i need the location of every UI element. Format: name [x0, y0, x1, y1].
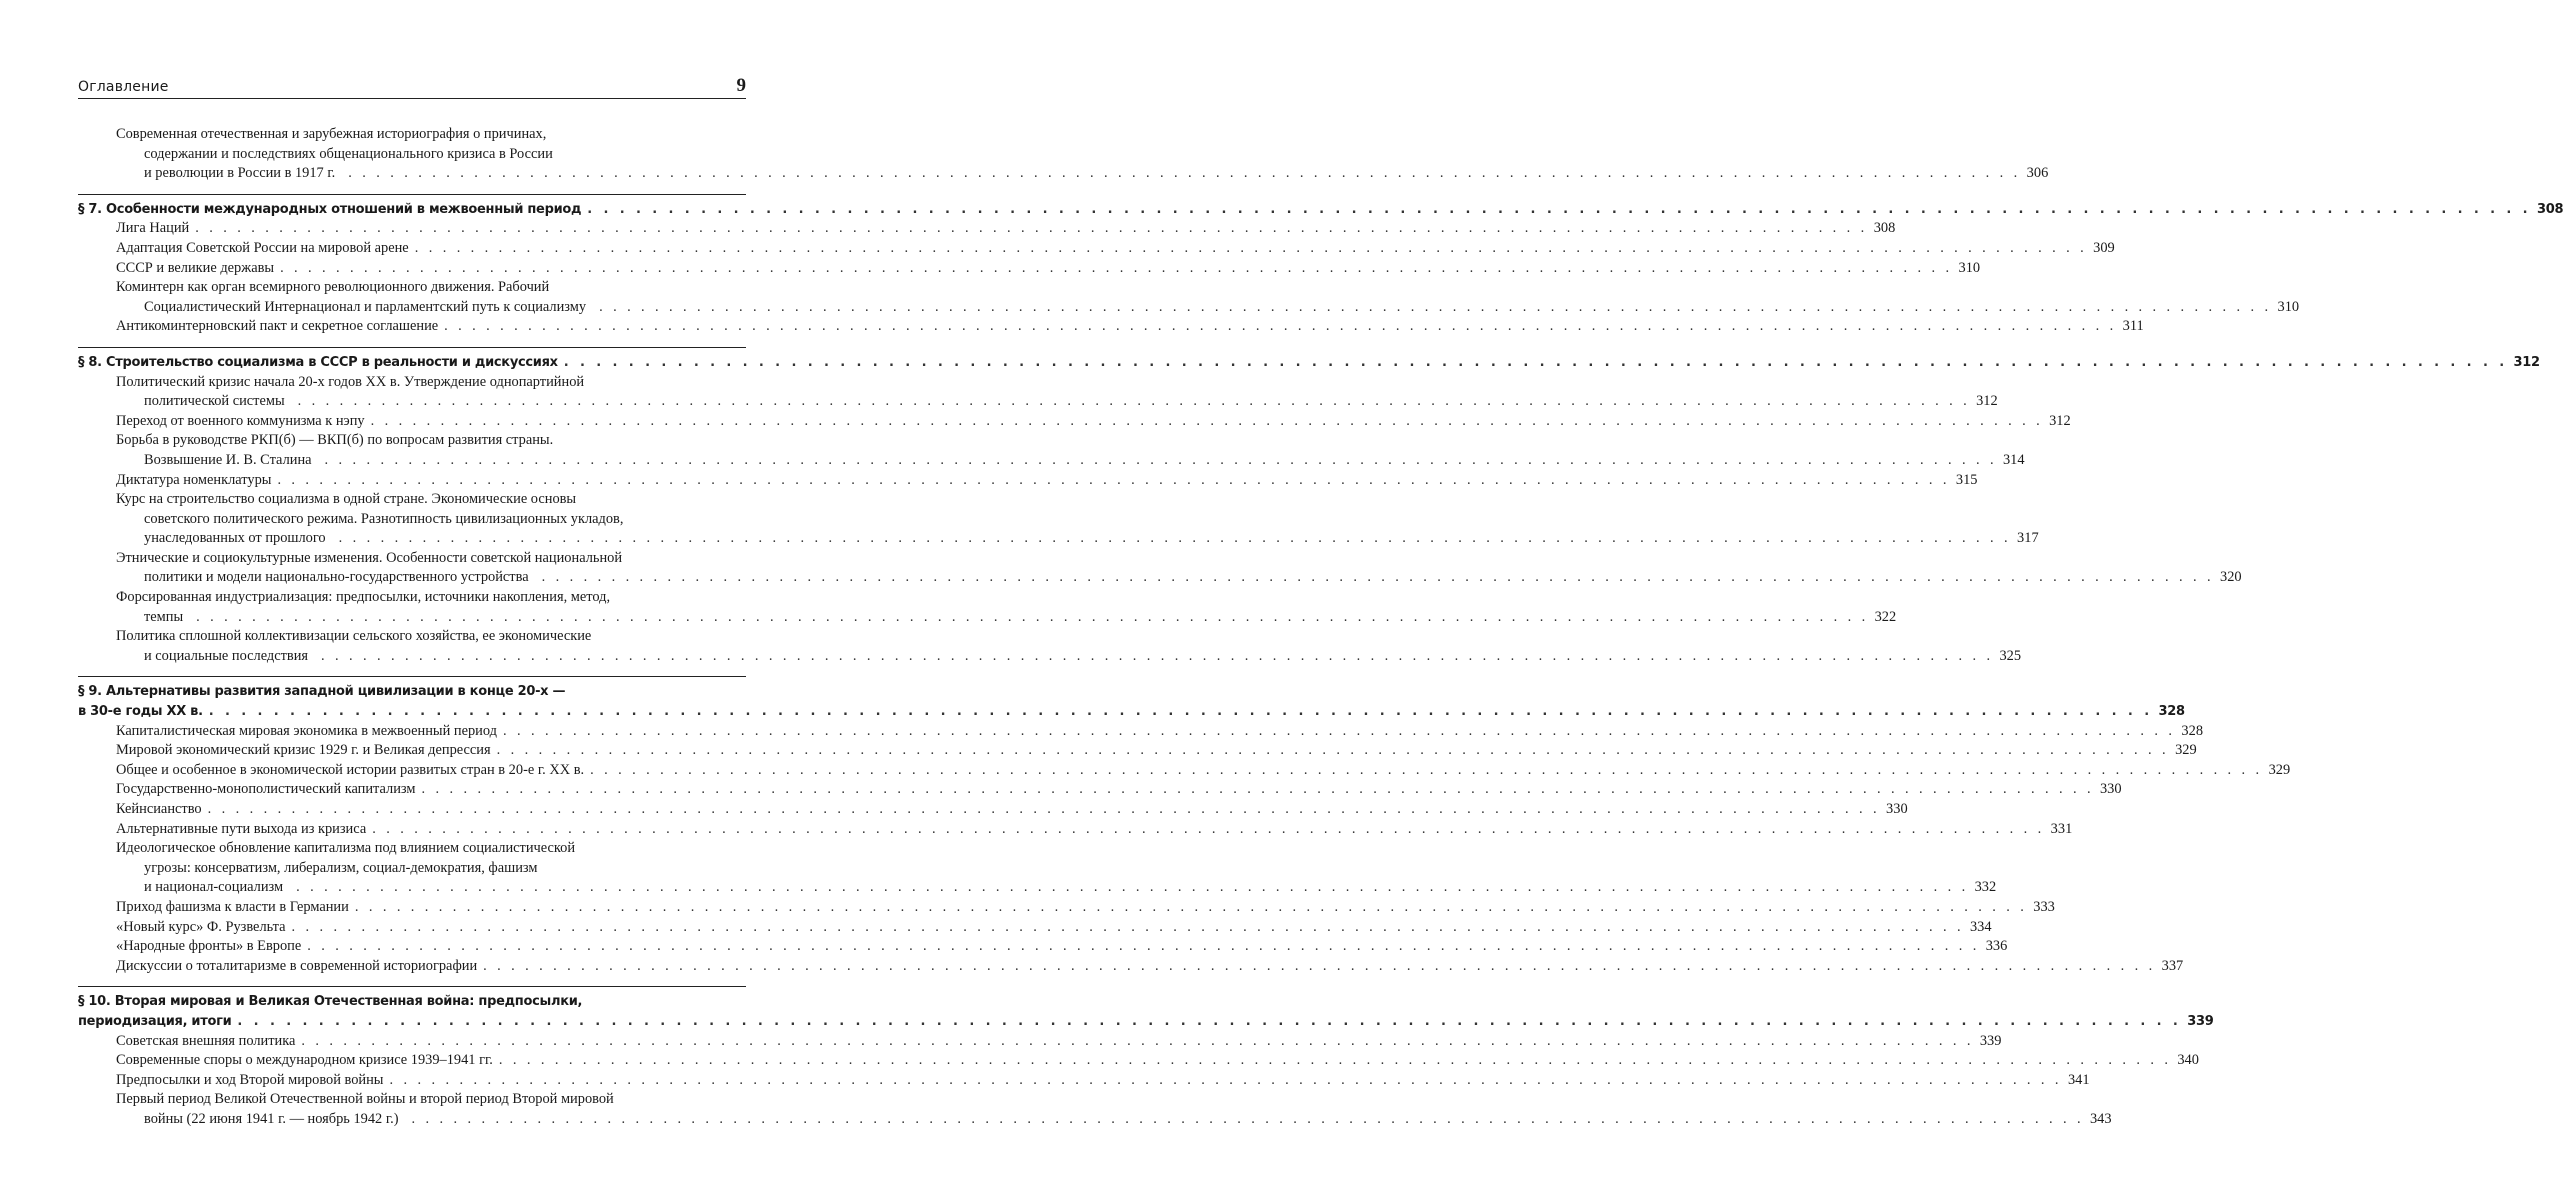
- toc-page-number: 336: [1985, 938, 2008, 955]
- toc-page-number: 314: [2002, 451, 2025, 468]
- leader-dots: . . . . . . . . . . . . . . . . . . . . . . . . . . . . . . . . . . . . . . . . . . . . . . . . . . . . . . . . . . . . . . . . . . . . . . . . . . . . . . . . . . . . . . . . . . . . . . . . . . . . . . . . . . . . . . . . . . . . . . . .: [331, 530, 2012, 547]
- toc-entry-line: Борьба в руководстве РКП(б) — ВКП(б) по вопросам развития страны.: [116, 432, 554, 449]
- page-number: 9: [736, 75, 746, 96]
- toc-entry-text: «Народные фронты» в Европе: [116, 938, 302, 955]
- section-heading-last-line: [78, 200, 2563, 220]
- toc-last-line: [116, 1110, 2112, 1130]
- leader-dots: . . . . . . . . . . . . . . . . . . . . . . . . . . . . . . . . . . . . . . . . . . . . . . . . . . . . . . . . . . . . . . . . . . . . . . . . . . . . . . . . . . . . . . . . . . . . . . . . . . . . . . . . . . . . . . . . . . . . . . . .: [563, 354, 2508, 370]
- toc-page-number: 329: [2175, 742, 2197, 759]
- toc-page-number: 330: [2099, 781, 2122, 798]
- toc-page-number: 322: [1874, 608, 1897, 625]
- leader-dots: . . . . . . . . . . . . . . . . . . . . . . . . . . . . . . . . . . . . . . . . . . . . . . . . . . . . . . . . . . . . . . . . . . . . . . . . . . . . . . . . . . . . . . . . . . . . . . . . . . . . . . . . . . . . . . . . . . . . . . . .: [207, 801, 1881, 817]
- toc-entry: [78, 471, 1978, 491]
- leader-dots: . . . . . . . . . . . . . . . . . . . . . . . . . . . . . . . . . . . . . . . . . . . . . . . . . . . . . . . . . . . . . . . . . . . . . . . . . . . . . . . . . . . . . . . . . . . . . . . . . . . . . . . . . . . . . . . . . . . . . . . .: [289, 879, 1969, 896]
- toc-entry: [78, 1032, 2002, 1052]
- toc-last-line: [116, 392, 1998, 412]
- leader-dots: . . . . . . . . . . . . . . . . . . . . . . . . . . . . . . . . . . . . . . . . . . . . . . . . . . . . . . . . . . . . . . . . . . . . . . . . . . . . . . . . . . . . . . . . . . . . . . . . . . . . . . . . . . . . . . . . . . . . . . . .: [307, 938, 1980, 955]
- section-heading: [78, 992, 2214, 1031]
- toc-entry: [78, 317, 2144, 337]
- toc-last-line: [116, 164, 2049, 184]
- toc-entry: [78, 125, 2049, 184]
- toc-entry: [78, 780, 2122, 800]
- toc-entry: [78, 722, 2204, 742]
- toc-last-line: [116, 647, 2022, 667]
- leader-dots: . . . . . . . . . . . . . . . . . . . . . . . . . . . . . . . . . . . . . . . . . . . . . . . . . . . . . . . . . . . . . . . . . . . . . . . . . . . . . . . . . . . . . . . . . . . . . . . . . . . . . . . . . . . . . . . . . . . . . . . .: [354, 898, 2028, 915]
- toc-entry: [78, 259, 1981, 279]
- leader-dots: . . . . . . . . . . . . . . . . . . . . . . . . . . . . . . . . . . . . . . . . . . . . . . . . . . . . . . . . . . . . . . . . . . . . . . . . . . . . . . . . . . . . . . . . . . . . . . . . . . . . . . . . . . . . . . . . . . . . . . . .: [502, 722, 2176, 739]
- leader-dots: . . . . . . . . . . . . . . . . . . . . . . . . . . . . . . . . . . . . . . . . . . . . . . . . . . . . . . . . . . . . . . . . . . . . . . . . . . . . . . . . . . . . . . . . . . . . . . . . . . . . . . . . . . . . . . . . . . . . . . . .: [496, 742, 2170, 759]
- toc-last-line: [116, 741, 2197, 761]
- section-heading-text: § 7. Особенности международных отношений в межвоенный период: [78, 201, 582, 217]
- toc-last-line: [116, 451, 2025, 471]
- toc-page-number: 339: [1979, 1032, 2002, 1049]
- toc-entry-text: Современные споры о международном кризисе 1939–1941 гг.: [116, 1052, 493, 1069]
- toc-page-number: 311: [2122, 318, 2144, 335]
- toc-entry: [78, 800, 1908, 820]
- toc-section: [78, 194, 2563, 337]
- toc-entry-line: Современная отечественная и зарубежная историография о причинах,: [116, 126, 547, 142]
- toc-page-number: 308: [1873, 220, 1896, 237]
- toc-page-number: 315: [1955, 471, 1978, 488]
- table-of-contents: [78, 125, 2563, 1130]
- leader-dots: . . . . . . . . . . . . . . . . . . . . . . . . . . . . . . . . . . . . . . . . . . . . . . . . . . . . . . . . . . . . . . . . . . . . . . . . . . . . . . . . . . . . . . . . . . . . . . . . . . . . . . . . . . . . . . . . . . . . . . . .: [189, 608, 1869, 625]
- toc-entry-text: Предпосылки и ход Второй мировой войны: [116, 1071, 384, 1088]
- toc-entry: [78, 761, 2291, 781]
- toc-page-number: 320: [2220, 569, 2242, 586]
- leader-dots: . . . . . . . . . . . . . . . . . . . . . . . . . . . . . . . . . . . . . . . . . . . . . . . . . . . . . . . . . . . . . . . . . . . . . . . . . . . . . . . . . . . . . . . . . . . . . . . . . . . . . . . . . . . . . . . . . . . . . . . .: [317, 451, 1997, 468]
- toc-entry-text: Антикоминтерновский пакт и секретное соглашение: [116, 318, 439, 335]
- section-heading-text: в 30-е годы XX в.: [78, 704, 203, 720]
- leader-dots: . . . . . . . . . . . . . . . . . . . . . . . . . . . . . . . . . . . . . . . . . . . . . . . . . . . . . . . . . . . . . . . . . . . . . . . . . . . . . . . . . . . . . . . . . . . . . . . . . . . . . . . . . . . . . . . . . . . . . . . .: [208, 704, 2153, 720]
- toc-entry: [78, 490, 2039, 549]
- leader-dots: . . . . . . . . . . . . . . . . . . . . . . . . . . . . . . . . . . . . . . . . . . . . . . . . . . . . . . . . . . . . . . . . . . . . . . . . . . . . . . . . . . . . . . . . . . . . . . . . . . . . . . . . . . . . . . . . . . . . . . . .: [483, 957, 2156, 974]
- toc-last-line: [116, 317, 2144, 337]
- section-heading-line: § 10. Вторая мировая и Великая Отечественная война: предпосылки,: [78, 994, 583, 1010]
- toc-page-number: 340: [2177, 1052, 2199, 1069]
- toc-entry: [78, 412, 2071, 432]
- toc-entry: [78, 937, 2008, 957]
- toc-entry: [78, 1051, 2199, 1071]
- toc-last-line: [116, 1071, 2090, 1091]
- toc-page-number: 334: [1969, 918, 1992, 935]
- toc-entry: [78, 373, 1998, 412]
- section-page-number: 328: [2158, 704, 2185, 720]
- toc-entry-line: Политика сплошной коллективизации сельского хозяйства, ее экономические: [116, 628, 592, 645]
- leader-dots: . . . . . . . . . . . . . . . . . . . . . . . . . . . . . . . . . . . . . . . . . . . . . . . . . . . . . . . . . . . . . . . . . . . . . . . . . . . . . . . . . . . . . . . . . . . . . . . . . . . . . . . . . . . . . . . . . . . . . . . .: [444, 318, 2117, 335]
- toc-page-number: 312: [2049, 412, 2071, 429]
- toc-last-line: [116, 800, 1908, 820]
- leader-dots: . . . . . . . . . . . . . . . . . . . . . . . . . . . . . . . . . . . . . . . . . . . . . . . . . . . . . . . . . . . . . . . . . . . . . . . . . . . . . . . . . . . . . . . . . . . . . . . . . . . . . . . . . . . . . . . . . . . . . . . .: [404, 1110, 2084, 1127]
- toc-entry-text: Лига Наций: [116, 220, 190, 237]
- toc-entry: [78, 898, 2055, 918]
- toc-entry-text: и национал-социализм: [144, 879, 284, 896]
- toc-entry-text: Возвышение И. В. Сталина: [144, 451, 312, 468]
- toc-entry-text: унаследованных от прошлого: [144, 530, 326, 547]
- toc-last-line: [116, 568, 2242, 588]
- running-header: [78, 74, 746, 99]
- toc-entry-text: Государственно-монополистический капитализм: [116, 781, 416, 798]
- toc-entry-text: Приход фашизма к власти в Германии: [116, 898, 349, 915]
- toc-page-number: 310: [1958, 259, 1981, 276]
- toc-entry-text: Адаптация Советской России на мировой арене: [116, 239, 409, 256]
- toc-last-line: [116, 219, 1896, 239]
- toc-entry-text: Диктатура номенклатуры: [116, 471, 272, 488]
- toc-page-number: 310: [2277, 298, 2300, 315]
- toc-entry-line: советского политического режима. Разнотипность цивилизационных укладов,: [144, 510, 624, 527]
- toc-page-number: 337: [2161, 957, 2184, 974]
- toc-page-number: 309: [2093, 239, 2115, 256]
- toc-entry-line: Этнические и социокультурные изменения. Особенности советской национальной: [116, 549, 623, 566]
- toc-entry-line: Коминтерн как орган всемирного революционного движения. Рабочий: [116, 279, 550, 296]
- toc-page-number: 329: [2268, 761, 2291, 778]
- toc-entry-text: Капиталистическая мировая экономика в межвоенный период: [116, 722, 497, 739]
- toc-entry: [78, 839, 1997, 898]
- toc-entry-text: Мировой экономический кризис 1929 г. и Великая депрессия: [116, 742, 491, 759]
- section-heading: [78, 200, 2563, 220]
- section-heading: [78, 353, 2540, 373]
- section-heading-text: § 8. Строительство социализма в СССР в реальности и дискуссиях: [78, 354, 558, 370]
- toc-section: [78, 347, 2540, 667]
- toc-entry-line: содержании и последствиях общенационального кризиса в России: [144, 145, 553, 162]
- leader-dots: . . . . . . . . . . . . . . . . . . . . . . . . . . . . . . . . . . . . . . . . . . . . . . . . . . . . . . . . . . . . . . . . . . . . . . . . . . . . . . . . . . . . . . . . . . . . . . . . . . . . . . . . . . . . . . . . . . . . . . . .: [341, 165, 2021, 182]
- section-heading-last-line: [78, 1012, 2214, 1032]
- leader-dots: . . . . . . . . . . . . . . . . . . . . . . . . . . . . . . . . . . . . . . . . . . . . . . . . . . . . . . . . . . . . . . . . . . . . . . . . . . . . . . . . . . . . . . . . . . . . . . . . . . . . . . . . . . . . . . . . . . . . . . . .: [389, 1071, 2062, 1088]
- leader-dots: . . . . . . . . . . . . . . . . . . . . . . . . . . . . . . . . . . . . . . . . . . . . . . . . . . . . . . . . . . . . . . . . . . . . . . . . . . . . . . . . . . . . . . . . . . . . . . . . . . . . . . . . . . . . . . . . . . . . . . . .: [301, 1032, 1974, 1049]
- toc-last-line: [116, 918, 1992, 938]
- toc-entry: [78, 918, 1992, 938]
- toc-last-line: [116, 471, 1978, 491]
- section-heading-last-line: [78, 702, 2185, 722]
- leader-dots: . . . . . . . . . . . . . . . . . . . . . . . . . . . . . . . . . . . . . . . . . . . . . . . . . . . . . . . . . . . . . . . . . . . . . . . . . . . . . . . . . . . . . . . . . . . . . . . . . . . . . . . . . . . . . . . . . . . . . . . .: [291, 918, 1964, 935]
- toc-entry-line: Идеологическое обновление капитализма под влиянием социалистической: [116, 840, 576, 857]
- toc-entry-text: Переход от военного коммунизма к нэпу: [116, 412, 365, 429]
- leader-dots: . . . . . . . . . . . . . . . . . . . . . . . . . . . . . . . . . . . . . . . . . . . . . . . . . . . . . . . . . . . . . . . . . . . . . . . . . . . . . . . . . . . . . . . . . . . . . . . . . . . . . . . . . . . . . . . . . . . . . . . .: [534, 569, 2215, 586]
- leader-dots: . . . . . . . . . . . . . . . . . . . . . . . . . . . . . . . . . . . . . . . . . . . . . . . . . . . . . . . . . . . . . . . . . . . . . . . . . . . . . . . . . . . . . . . . . . . . . . . . . . . . . . . . . . . . . . . . . . . . . . . .: [277, 471, 1950, 488]
- toc-last-line: [116, 820, 2073, 840]
- toc-entry-line: Политический кризис начала 20-х годов XX в. Утверждение однопартийной: [116, 373, 585, 390]
- toc-last-line: [116, 878, 1997, 898]
- leader-dots: . . . . . . . . . . . . . . . . . . . . . . . . . . . . . . . . . . . . . . . . . . . . . . . . . . . . . . . . . . . . . . . . . . . . . . . . . . . . . . . . . . . . . . . . . . . . . . . . . . . . . . . . . . . . . . . . . . . . . . . .: [280, 259, 1953, 276]
- toc-last-line: [116, 937, 2008, 957]
- section-heading: [78, 682, 2185, 721]
- leader-dots: . . . . . . . . . . . . . . . . . . . . . . . . . . . . . . . . . . . . . . . . . . . . . . . . . . . . . . . . . . . . . . . . . . . . . . . . . . . . . . . . . . . . . . . . . . . . . . . . . . . . . . . . . . . . . . . . . . . . . . . .: [587, 201, 2532, 217]
- toc-last-line: [116, 761, 2291, 781]
- section-page-number: 339: [2187, 1013, 2214, 1029]
- toc-entry-text: Советская внешняя политика: [116, 1032, 296, 1049]
- toc-entry-line: Форсированная индустриализация: предпосылки, источники накопления, метод,: [116, 589, 611, 606]
- toc-entry-line: Курс на строительство социализма в одной стране. Экономические основы: [116, 491, 577, 508]
- leader-dots: . . . . . . . . . . . . . . . . . . . . . . . . . . . . . . . . . . . . . . . . . . . . . . . . . . . . . . . . . . . . . . . . . . . . . . . . . . . . . . . . . . . . . . . . . . . . . . . . . . . . . . . . . . . . . . . . . . . . . . . .: [195, 220, 1868, 237]
- toc-page-number: 328: [2181, 722, 2204, 739]
- toc-page-number: 332: [1974, 879, 1997, 896]
- toc-page-number: 330: [1886, 801, 1908, 817]
- toc-entry-text: Кейнсианство: [116, 801, 202, 817]
- toc-section: [78, 986, 2214, 1129]
- toc-page-number: 331: [2050, 820, 2073, 837]
- leader-dots: . . . . . . . . . . . . . . . . . . . . . . . . . . . . . . . . . . . . . . . . . . . . . . . . . . . . . . . . . . . . . . . . . . . . . . . . . . . . . . . . . . . . . . . . . . . . . . . . . . . . . . . . . . . . . . . . . . . . . . . .: [421, 781, 2094, 798]
- section-heading-line: § 9. Альтернативы развития западной цивилизации в конце 20-х —: [78, 684, 566, 700]
- leader-dots: . . . . . . . . . . . . . . . . . . . . . . . . . . . . . . . . . . . . . . . . . . . . . . . . . . . . . . . . . . . . . . . . . . . . . . . . . . . . . . . . . . . . . . . . . . . . . . . . . . . . . . . . . . . . . . . . . . . . . . . .: [237, 1013, 2182, 1029]
- toc-last-line: [116, 608, 1897, 628]
- leader-dots: . . . . . . . . . . . . . . . . . . . . . . . . . . . . . . . . . . . . . . . . . . . . . . . . . . . . . . . . . . . . . . . . . . . . . . . . . . . . . . . . . . . . . . . . . . . . . . . . . . . . . . . . . . . . . . . . . . . . . . . .: [372, 820, 2045, 837]
- toc-last-line: [116, 1032, 2002, 1052]
- toc-entry: [78, 957, 2184, 977]
- toc-page-number: 343: [2089, 1110, 2112, 1127]
- toc-last-line: [116, 298, 2300, 318]
- toc-last-line: [116, 412, 2071, 432]
- toc-entry: [78, 627, 2022, 666]
- toc-entry: [78, 278, 2300, 317]
- toc-entry-text: Социалистический Интернационал и парламентский путь к социализму: [144, 298, 587, 315]
- toc-last-line: [116, 239, 2115, 259]
- toc-entry: [78, 219, 1896, 239]
- toc-entry: [78, 431, 2025, 470]
- section-heading-text: периодизация, итоги: [78, 1013, 232, 1029]
- section-page-number: 308: [2537, 201, 2563, 217]
- toc-entry-text: Дискуссии о тоталитаризме в современной историографии: [116, 957, 478, 974]
- toc-entry-text: СССР и великие державы: [116, 259, 275, 276]
- toc-page-number: 317: [2017, 530, 2039, 547]
- toc-entry-text: войны (22 июня 1941 г. — ноябрь 1942 г.): [144, 1110, 399, 1127]
- toc-entry-text: темпы: [144, 608, 184, 625]
- toc-entry-line: Первый период Великой Отечественной войны и второй период Второй мировой: [116, 1091, 614, 1108]
- leader-dots: . . . . . . . . . . . . . . . . . . . . . . . . . . . . . . . . . . . . . . . . . . . . . . . . . . . . . . . . . . . . . . . . . . . . . . . . . . . . . . . . . . . . . . . . . . . . . . . . . . . . . . . . . . . . . . . . . . . . . . . .: [498, 1052, 2172, 1069]
- toc-entry: [78, 239, 2115, 259]
- toc-entry: [78, 741, 2197, 761]
- toc-last-line: [116, 259, 1981, 279]
- toc-page-number: 341: [2067, 1071, 2090, 1088]
- toc-last-line: [116, 722, 2204, 742]
- toc-last-line: [116, 957, 2184, 977]
- toc-page-number: 306: [2026, 165, 2049, 182]
- toc-entry: [78, 1071, 2090, 1091]
- toc-entry-text: «Новый курс» Ф. Рузвельта: [116, 918, 286, 935]
- book-page: [78, 74, 2563, 1130]
- toc-page-number: 325: [1999, 647, 2022, 664]
- toc-entry-line: угрозы: консерватизм, либерализм, социал-демократия, фашизм: [144, 859, 538, 876]
- toc-page-number: 312: [1976, 393, 1998, 410]
- toc-last-line: [116, 898, 2055, 918]
- toc-last-line: [116, 780, 2122, 800]
- toc-entry-text: политики и модели национально-государственного устройства: [144, 569, 529, 586]
- toc-entry: [78, 1090, 2112, 1129]
- leader-dots: . . . . . . . . . . . . . . . . . . . . . . . . . . . . . . . . . . . . . . . . . . . . . . . . . . . . . . . . . . . . . . . . . . . . . . . . . . . . . . . . . . . . . . . . . . . . . . . . . . . . . . . . . . . . . . . . . . . . . . . .: [414, 239, 2088, 256]
- toc-page-number: 333: [2033, 898, 2055, 915]
- leader-dots: . . . . . . . . . . . . . . . . . . . . . . . . . . . . . . . . . . . . . . . . . . . . . . . . . . . . . . . . . . . . . . . . . . . . . . . . . . . . . . . . . . . . . . . . . . . . . . . . . . . . . . . . . . . . . . . . . . . . . . . .: [314, 647, 1994, 664]
- section-heading-last-line: [78, 353, 2540, 373]
- leader-dots: . . . . . . . . . . . . . . . . . . . . . . . . . . . . . . . . . . . . . . . . . . . . . . . . . . . . . . . . . . . . . . . . . . . . . . . . . . . . . . . . . . . . . . . . . . . . . . . . . . . . . . . . . . . . . . . . . . . . . . . .: [590, 761, 2263, 778]
- toc-entry: [78, 549, 2242, 588]
- toc-entry-text: Общее и особенное в экономической истории развитых стран в 20-е г. XX в.: [116, 761, 585, 778]
- section-page-number: 312: [2513, 354, 2540, 370]
- toc-entry: [78, 588, 1897, 627]
- toc-entry: [78, 820, 2073, 840]
- toc-last-line: [116, 1051, 2199, 1071]
- toc-entry-text: политической системы: [144, 393, 285, 410]
- leader-dots: . . . . . . . . . . . . . . . . . . . . . . . . . . . . . . . . . . . . . . . . . . . . . . . . . . . . . . . . . . . . . . . . . . . . . . . . . . . . . . . . . . . . . . . . . . . . . . . . . . . . . . . . . . . . . . . . . . . . . . . .: [290, 393, 1971, 410]
- running-title: Оглавление: [78, 79, 169, 95]
- leader-dots: . . . . . . . . . . . . . . . . . . . . . . . . . . . . . . . . . . . . . . . . . . . . . . . . . . . . . . . . . . . . . . . . . . . . . . . . . . . . . . . . . . . . . . . . . . . . . . . . . . . . . . . . . . . . . . . . . . . . . . . .: [592, 298, 2272, 315]
- toc-entry-text: и революции в России в 1917 г.: [144, 165, 336, 182]
- toc-section: [78, 676, 2291, 976]
- toc-entry-text: Альтернативные пути выхода из кризиса: [116, 820, 367, 837]
- toc-entry-text: и социальные последствия: [144, 647, 309, 664]
- toc-last-line: [116, 529, 2039, 549]
- leader-dots: . . . . . . . . . . . . . . . . . . . . . . . . . . . . . . . . . . . . . . . . . . . . . . . . . . . . . . . . . . . . . . . . . . . . . . . . . . . . . . . . . . . . . . . . . . . . . . . . . . . . . . . . . . . . . . . . . . . . . . . .: [370, 412, 2044, 429]
